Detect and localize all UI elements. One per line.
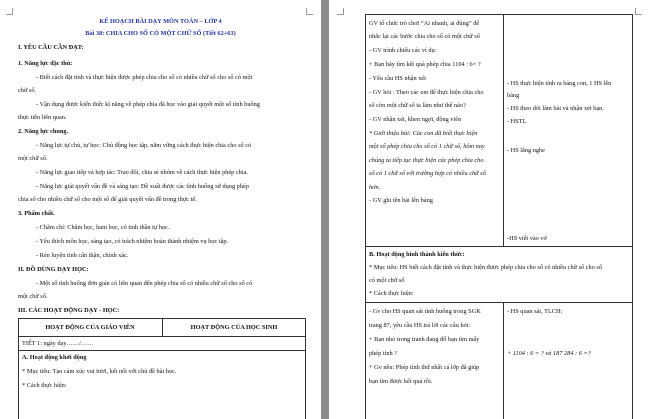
teacher-line: - Gv cho HS quan sát tình huống trong SGK (369, 308, 481, 315)
activity-goal: * Mục tiêu: HS biết cách đặt tính và thực hiện được phép chia cho số có nhiều chữ số cho số (369, 264, 603, 271)
section-heading: III. CÁC HOẠT ĐỘNG DẠY - HỌC: (18, 307, 120, 314)
section-heading: I. YÊU CẦU CẦN ĐẠT: (18, 44, 84, 51)
table-column-divider (503, 302, 504, 419)
activity-heading: A. Hoạt động khởi động (22, 354, 87, 361)
text-line: - Biết cách đặt tính và thực hiện được phép chia cho số có nhiều chữ số cho số có một (36, 74, 253, 81)
corner-mark (635, 8, 642, 15)
student-line: - HS thực hiện tính ra bảng con, 1 HS lên (507, 80, 612, 87)
teacher-line: + Bạn nhỏ trong tranh đang đố bạn tìm mấy (369, 336, 480, 343)
teacher-line: GV tổ chức trò chơi “Ai nhanh, ai đúng” để (369, 20, 480, 27)
corner-mark (337, 8, 344, 15)
text-line: thực tiễn liên quan. (18, 114, 67, 121)
lesson-intro-line: số có 1 chữ số với trường hợp có nhiều chữ số (369, 170, 486, 177)
table-row-divider (18, 336, 306, 337)
corner-mark (6, 8, 13, 15)
table-row-divider (365, 302, 633, 303)
text-line: - Rèn luyện tính cẩn thận, chính xác. (36, 252, 129, 259)
text-line: - Một số tình huống đơn giản có liên quan đến phép chia số có nhiều chữ số cho số có (36, 280, 253, 287)
left-document-page (0, 0, 321, 419)
table-column-divider (503, 14, 504, 246)
lesson-intro-line: hơn. (369, 184, 381, 191)
student-line: - HS quan sát, TLCH: (507, 308, 563, 315)
text-line: - Vận dụng được kiến thức kĩ năng về phép chia đã học vào giải quyết một số tình huống (36, 101, 260, 108)
lesson-intro-line: chúng ta tiếp tục thực hiện các phép chia cho (369, 157, 484, 164)
teacher-line: - GV hỏi : Theo các em để thực hiện chia cho (369, 89, 484, 96)
text-line: - Yêu thích môn học, sáng tạo, có trách nhiệm hoàn thành nhiệm vụ học tập. (36, 238, 229, 245)
teacher-line: phép tính ? (369, 350, 397, 357)
text-line: chia số cho nhiều chữ số cho một số để giải quyết vấn đề trong thực tế. (18, 196, 197, 203)
activity-method: * Cách thực hiện: (369, 290, 414, 297)
table-row-divider (18, 350, 306, 351)
lesson-intro-line: * Giới thiệu bài: Các con đã biết thực hiện (369, 130, 478, 137)
text-line: một chữ số. (18, 293, 48, 300)
student-line: bảng (507, 92, 520, 99)
column-header-teacher: HOẠT ĐỘNG CỦA GIÁO VIÊN (45, 324, 135, 331)
subsection-heading: 2. Năng lực chung. (18, 128, 69, 135)
teacher-line: nhắc lại các bước chia cho số có một chữ số (369, 33, 480, 40)
text-line: chữ số. (18, 87, 37, 94)
lesson-date-row: TIẾT 1: ngày dạy……/…… (22, 340, 94, 347)
teacher-line: - Yêu cầu HS nhận xét (369, 75, 426, 82)
teacher-line: trang 87, yêu cầu HS trả lời các câu hỏi: (369, 322, 471, 329)
column-header-student: HOẠT ĐỘNG CỦA HỌC SINH (190, 324, 278, 331)
activity-goal: có một chữ số (369, 277, 405, 284)
lesson-intro-line: một số phép chia cho số có 1 chữ số, hôm nay (369, 143, 485, 150)
text-line: - Năng lực tự chủ, tự học: Chủ động học tập, nắm vững cách thực hiện chia cho số có (36, 142, 252, 149)
activity-heading: B. Hoạt động hình thành kiến thức: (369, 251, 465, 258)
teacher-line: số còn một chữ số ta làm như thế nào? (369, 102, 466, 109)
student-line: - HSTL (507, 118, 527, 125)
student-line: - HS lắng nghe (507, 147, 545, 154)
teacher-line: + Bạn hãy tìm kết quả phép chia 1104 : 6= ? (369, 61, 481, 68)
teacher-line: bạn tìm được kết quả rồi. (369, 378, 433, 385)
activity-goal: * Mục tiêu: Tạo cảm xúc vui tươi, kết nối với chủ đề bài học. (22, 368, 177, 375)
subsection-heading: 1. Năng lực đặc thù: (18, 60, 73, 67)
lesson-title: Bài 38: CHIA CHO SỐ CÓ MỘT CHỮ SỐ (Tiết 62+63) (85, 30, 236, 37)
teacher-line: - GV trình chiếu các ví dụ: (369, 47, 437, 54)
text-line: - Chăm chỉ: Chăm học, ham học, có tinh thần tự học. (36, 224, 170, 231)
plan-heading: KẾ HOẠCH BÀI DẠY MÔN TOÁN – LỚP 4 (99, 18, 222, 25)
subsection-heading: 3. Phẩm chất. (18, 210, 55, 217)
table-row-divider (365, 246, 633, 247)
right-document-page (329, 0, 650, 419)
teacher-line: - GV nhận xét, khen ngợi, động viên (369, 116, 462, 123)
text-line: một chữ số. (18, 155, 48, 162)
student-line: + 1104 : 6 = ? và 187 284 : 6 =? (507, 350, 591, 357)
section-heading: II. ĐỒ DÙNG DẠY HỌC: (18, 266, 89, 273)
teacher-line: + Gv nêu: Phép tính thứ nhất cả lớp đã giúp (369, 364, 480, 371)
student-line: - HS theo dõi làm bài và nhận xét bạn. (507, 105, 604, 112)
text-line: - Năng lực giải quyết vấn đề và sáng tạo: Đề xuất được các tình huống sử dụng phép (36, 183, 249, 190)
student-line: -HS viết vào vở (507, 235, 547, 242)
teacher-line: - GV ghi tên bài lên bảng (369, 197, 433, 204)
activity-method: * Cách thực hiện: (22, 382, 67, 389)
text-line: - Năng lực giao tiếp và hợp tác: Trao đổi, chia sẻ nhóm về cách thực hiện phép chia. (36, 169, 248, 176)
corner-mark (306, 8, 313, 15)
